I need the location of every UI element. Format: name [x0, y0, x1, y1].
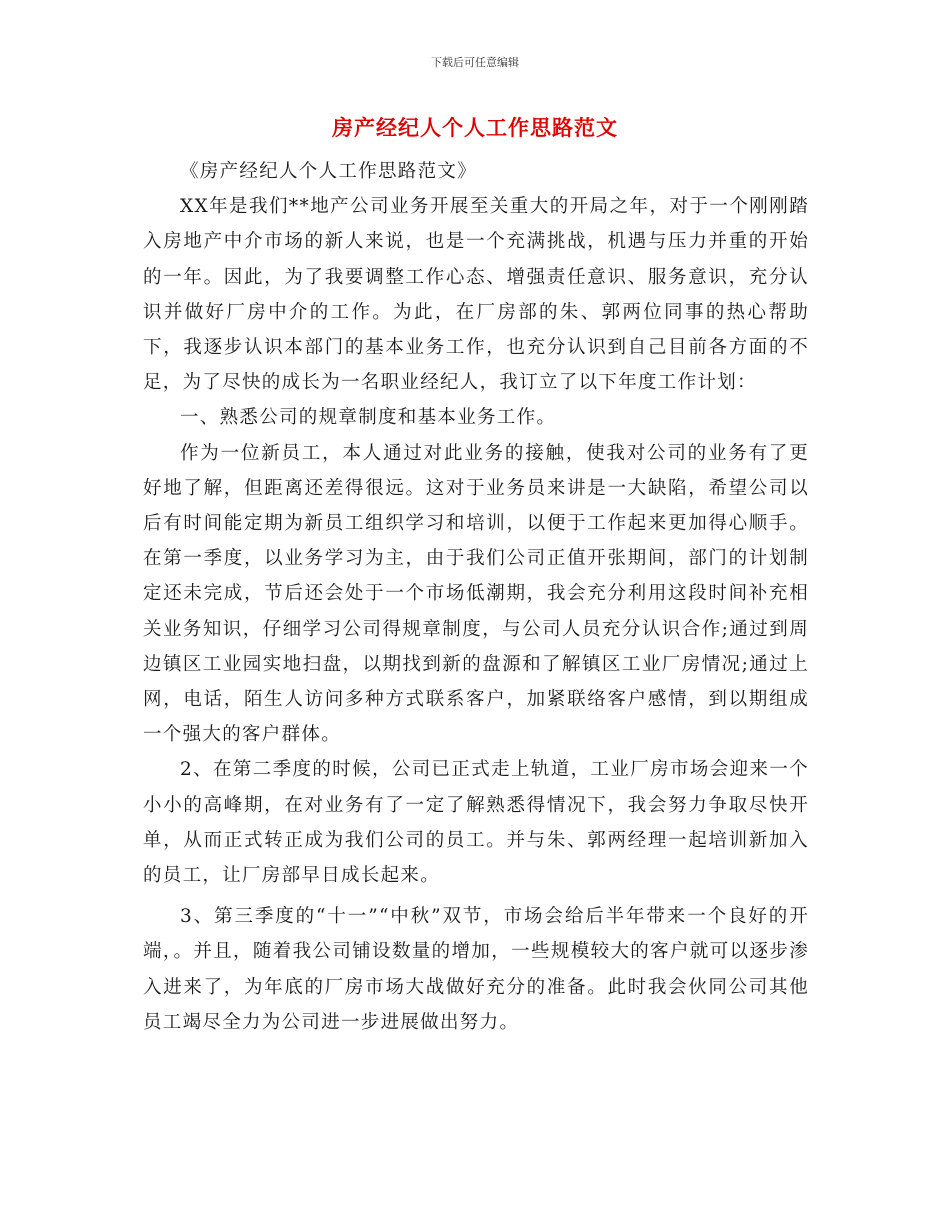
- paragraph-source-title: 《房产经纪人个人工作思路范文》: [180, 161, 478, 182]
- paragraph-intro: XX年是我们**地产公司业务开展至关重大的开局之年，对于一个刚刚踏入房地产中介市场的新人来说，也是一个充满挑战，机遇与压力并重的开始的一年。因此，为了我要调整工作心态、增强责任意识、服务意识，充分认识并做好厂房中介的工作。为此，在厂房部的朱、郭两位同事的热心帮助下，我逐步认识本部门的基本业务工作，也充分认识到自己目前各方面的不足，为了尽快的成长为一名职业经纪人，我订立了以下年度工作计划：: [143, 196, 809, 394]
- paragraph-third-quarter: 3、第三季度的“十一”“中秋”双节，市场会给后半年带来一个良好的开端，。并且，随着我公司铺设数量的增加，一些规模较大的客户就可以逐步渗入进来了，为年底的厂房市场大战做好充分的准备。此时我会伙同公司其他员工竭尽全力为公司进一步进展做出努力。: [143, 906, 809, 1033]
- paragraph-second-quarter: 2、在第二季度的时候，公司已正式走上轨道，工业厂房市场会迎来一个小小的高峰期，在对业务有了一定了解熟悉得情况下，我会努力争取尽快开单，从而正式转正成为我们公司的员工。并与朱、郭两经理一起培训新加入的员工，让厂房部早日成长起来。: [143, 759, 809, 887]
- document-body: [143, 154, 809, 1040]
- document-title: 房产经纪人个人工作思路范文: [332, 115, 618, 140]
- paragraph-section-one-heading: 一、熟悉公司的规章制度和基本业务工作。: [180, 407, 557, 429]
- paragraph-first-quarter: 作为一位新员工，本人通过对此业务的接触，使我对公司的业务有了更好地了解，但距离还差得很远。这对于业务员来讲是一大缺陷，希望公司以后有时间能定期为新员工组织学习和培训，以便于工作起来更加得心顺手。 在第一季度，以业务学习为主，由于我们公司正值开张期间，部门的计划制定还未完成，节后还会处于一个市场低潮期，我会充分利用这段时间补充相关业务知识，仔细学习公司得规章制度，与公司人员充分认识合作;通过到周边镇区工业园实地扫盘，以期找到新的盘源和了解镇区工业厂房情况;通过上网，电话，陌生人访问多种方式联系客户，加紧联络客户感情，到以期组成一个强大的客户群体。: [143, 442, 809, 746]
- page-header-note: 下载后可任意编辑: [431, 56, 519, 69]
